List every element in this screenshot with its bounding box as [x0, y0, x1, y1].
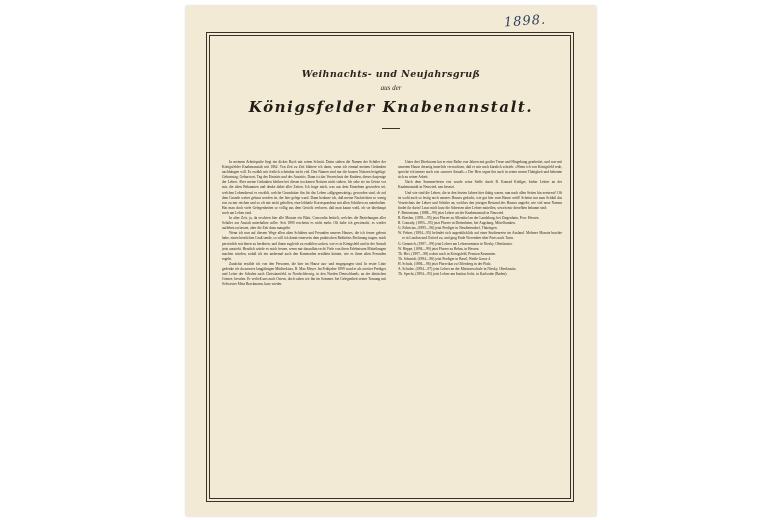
body-column-right	[398, 160, 562, 277]
paragraph: Nach dem Sommerferien erst wurde seine Stelle durch B. Konrad Kießger, bisher Lehrer an der Knabenanstalt in Neuwied, neu besetzt.	[398, 180, 562, 190]
title-rule	[382, 128, 400, 129]
teacher-address-list	[398, 211, 562, 277]
document-page	[186, 6, 596, 516]
list-item: H. Schulz, (1894—96) jetzt Pfarrvikar zu Offenberg in der Pfalz.	[398, 261, 492, 266]
title-connector: aus der	[380, 84, 402, 92]
list-item: Th. Hirt, (1897—98) wohnt noch in Königsfeld, Pension Krummen.	[398, 251, 497, 256]
title-institution: Königsfelder Knabenanstalt.	[248, 98, 534, 116]
list-item: G. Gennrich, (1897—99) jetzt Lehrer am Lehrerseminar in Niesky, Oberlausitz.	[398, 241, 513, 246]
paragraph: In meinem Arbeitspulte liegt ein dickes Buch mit rotem Schnitt. Darin stehen die Namen der Schüler der Königsfelder Knabenanstalt seit 1862. Von Zeit zu Zeit blättere ich darin, wenn ich einmal meinen Gedanken nachhängen will. Es erzählt mir freilich scheinbar nicht viel. Den Namen sind nur die kurzen Notizen beigefügt: Geburtstag, Geburtsort, Tag des Eintritts und des Austritts. Dann ist das Verzeichnis der Knaben, dieses dasjenige der Lehrer. Aber meine Gedanken bleiben bei diesen trockenen Notizen nicht stehen. Ich sehe sie im Geiste vor mir, die alten Bekannten und denke dabei aller Zeiten. Ich frage mich, was aus dem Einzelnen geworden sei, welchen Lebensberuf er erwählt, welche Grundsätze ihn für das Leben »allgegenwärtig« geworden sind, ob auf dem Grunde weiter gebaut worden ist, der hier gelegt ward. Dann bedaure ich, daß meine Nachrichten so wenig erst zu mir reichen und so oft mir nicht geholfen, eine lebhafte Korrespondenz mit allen Schülern zu unterhalten. Hat man doch viele Gelegenheiten so völlig aus dem Gesicht verloren, daß man kaum weiß, ob sie überhaupt noch am Leben sind.	[222, 160, 386, 215]
handwritten-year: 1898.	[503, 12, 547, 31]
title-greeting: Weihnachts- und Neujahrsgruß	[301, 69, 481, 80]
list-item: A. Schulze, (1894—97) jetzt Lehrer an der Missionsschule in Niesky, Oberlausitz.	[398, 266, 517, 271]
paragraph: Wenn ich nun auf diesem Wege allen alten Schülern und Freunden unseres Hauses, die ich ferner gelernt habe, einen herzlichen Gruß sende, so will ich damit einerseits dem praktischen Bedürfnis Rechnung tragen, mich persönlich mit ihnen zu berühren, und ihnen zugleich zu erzählen suchen, wie es in Königsfeld und in der Anstalt jetzt aussieht. Herzlich würde es mich freuen, wenn mir daraufhin recht Viele von ihren Erlebnissen Mitteilungen machen würden, sodaß ich ein andermal auch den Kameraden erzählen könnte, wie es ihren alten Freunden ergeht.	[222, 231, 386, 261]
list-item: Th. Specht, (1894—95) jetzt Lehrer am Institut Jecht, in Karlsruhe (Baden).	[398, 272, 508, 277]
paragraph: Und wie sind die Lehrer, die in den letzten Jahren hier thätig waren, nun nach allen Seiten hin zerstreut! Oft ist wohl auch so festig noch unseres Hauses gedacht, wie gut hier vom Hause weiß! Scheint nur zum Schluß das Verzeichnis der Lehrer und Schüler an, welches den jetzigen Bestand des Hauses angiebt; wie viel neue Namen findet ihr darin! Lasst mich kurz die Adressen alter Lehrer mitteilen, soweit mir dieselben bekannt sind:	[398, 190, 562, 210]
list-item: R. Conrady, (1893—95) jetzt Pfarrer in Dettenheim, bei Augsburg, Mittelfranken.	[398, 221, 516, 226]
paragraph: Unter drei Direktoren hat er eine Reihe von Jahren mit großer Treue und Hingebung gearbeitet, und war mit unserem Hause derartig innerlich verwachsen, daß er mir noch kürzlich schrieb: »Wenn ich von Königsfeld rede, spreche ich immer noch von ›unserer Anstalt‹.« Der Herr segne ihn auch in seiner neuen Thätigkeit und bekenne sich zu seiner Arbeit.	[398, 160, 562, 180]
list-item: Th. Schmidt, (1894—96) jetzt Prediger in Basel, Weiße Gasse 4.	[398, 256, 491, 261]
list-item: G. Fabricius, (1895—96) jetzt Prediger in Neudietendorf, Thüringen.	[398, 226, 498, 231]
list-item: W. Heppe, (1894—99) jetzt Pfarrer zu Bebra, in Hessen.	[398, 246, 480, 251]
list-item: F. Bettermann, (1888—99) jetzt Lehrer an der Knabenanstalt in Neuwied.	[398, 210, 505, 215]
list-item: W. Fehrer, (1894—95) befindet sich augenblicklich auf einer Studienreise im Ausland. Mehrere Monate brachte er in London und Oxford zu, und ging Ende November über Paris nach Turin.	[398, 231, 562, 241]
paragraph: Zunächst erzähle ich von den Personen, die hier im Hause aus- und eingegangen sind. In erster Linie gedenke ich da unseres langjährigen Mitdirektors, B. Max Meyer. Im Frühjahre 1899 ward er als zweiter Prediger und Leiter der Schulen nach Christiansfeld, in Nordschleswig, in den Norden Deutschlands, an der dänischen Grenze, berufen. Er verließ uns nach Ostern, doch sahen wir ihn im Sommer, bei Gelegenheit seiner Trauung mit Schwester Meta Brackmann, kurz wieder.	[222, 261, 386, 287]
list-item: B. Breslen, (1893—95) jetzt Pfarrer zu Allendorf an der Landsburg, bei Ziegenhain, Prov. Hessen.	[398, 216, 540, 221]
body-column-left	[222, 160, 386, 287]
paragraph: In alter Zeit, ja, da erschien hier alle Monate ein Blatt, Concordia betitelt, welches die Beziehungen aller Schüler zur Anstalt unterhalten sollte. Seit 1890 erscheint es nicht mehr. Oft habe ich gewünscht, es wieder aufleben zu lassen, aber die Zeit dazu mangelte.	[222, 216, 386, 231]
